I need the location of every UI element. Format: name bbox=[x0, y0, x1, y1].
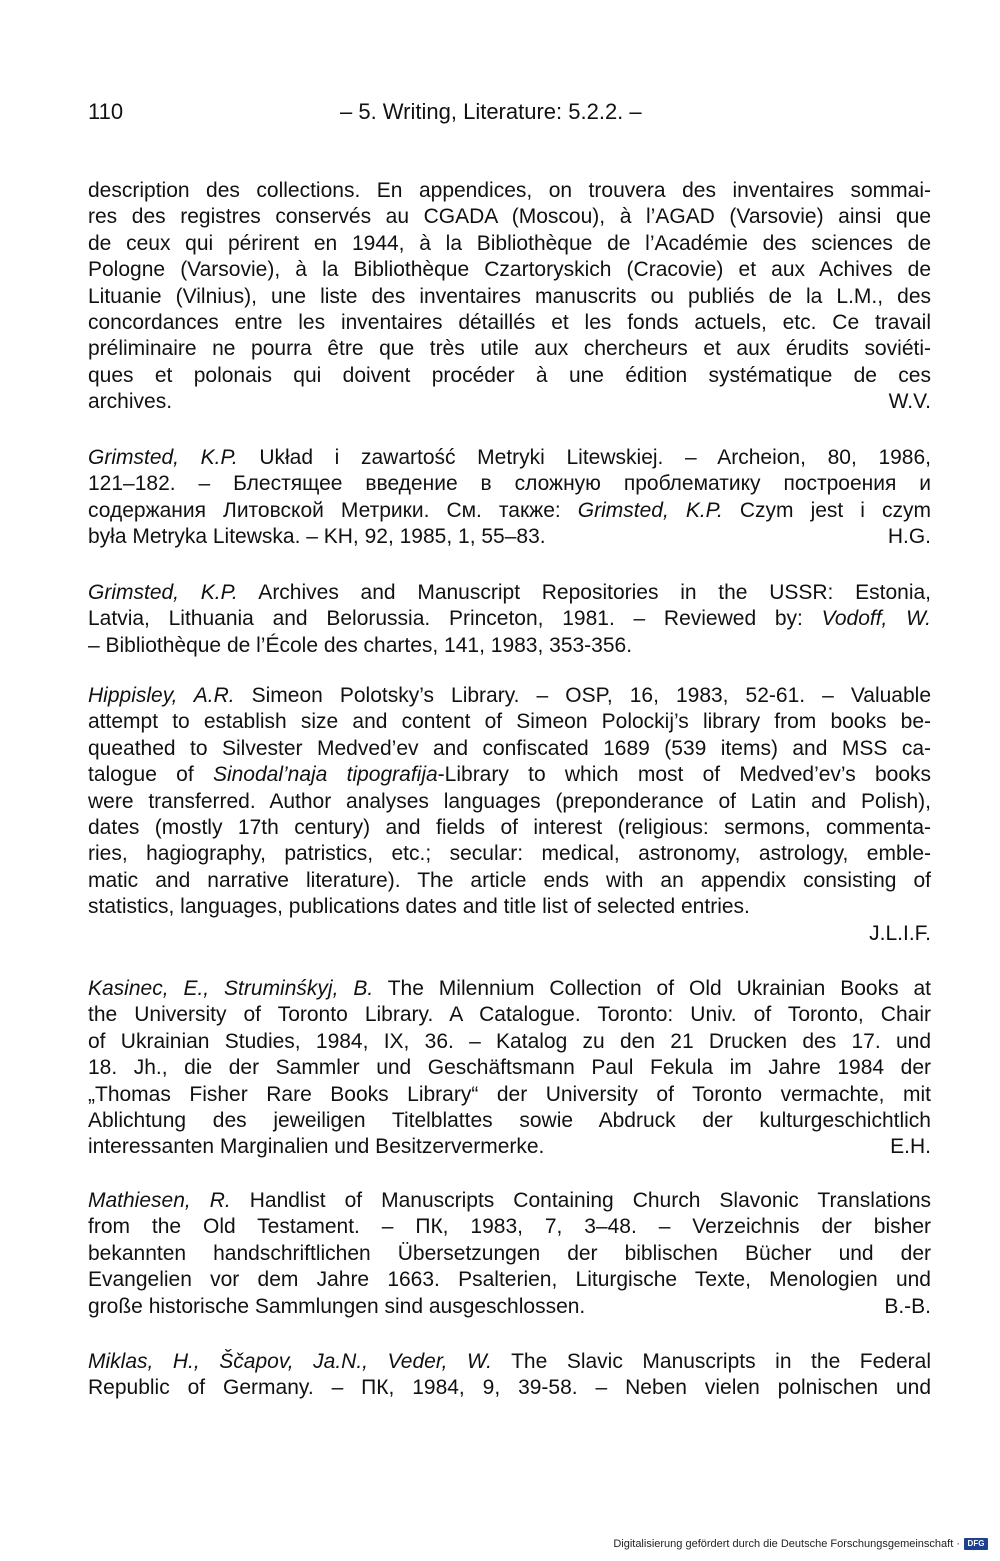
entry-grimsted-uklad bbox=[88, 445, 931, 551]
footer-credit bbox=[613, 1537, 988, 1551]
text-line: talogue of Sinodal’naja tipografija-Library to which most of Medved’ev’s books bbox=[88, 763, 931, 787]
text-line: préliminaire ne pourra être que très utile aux chercheurs et aux érudits soviéti- bbox=[88, 337, 931, 361]
last-line bbox=[88, 1134, 931, 1160]
text-line: attempt to establish size and content of Simeon Polockij’s library from books be- bbox=[88, 710, 931, 734]
entry-author: Kasinec, E., Struminśkyj, B. bbox=[88, 977, 374, 1000]
entry-author: Miklas, H., Ščapov, Ja.N., Veder, W. bbox=[88, 1350, 492, 1373]
text-line: description des collections. En appendices, on trouvera des inventaires sommai- bbox=[88, 179, 931, 202]
entry-first-line: Miklas, H., Ščapov, Ja.N., Veder, W. The Slavic Manuscripts in the Federal bbox=[88, 1350, 932, 1373]
last-line bbox=[88, 524, 931, 550]
dfg-logo-icon: DFG bbox=[964, 1538, 988, 1550]
footer-text: Digitalisierung gefördert durch die Deutsche Forschungsgemeinschaft · bbox=[613, 1538, 960, 1550]
text-line: res des registres conservés au CGADA (Moscou), à l’AGAD (Varsovie) ainsi que bbox=[88, 205, 931, 229]
entry-first-line: Hippisley, A.R. Simeon Polotsky’s Library. – OSP, 16, 1983, 52-61. – Valuable bbox=[88, 684, 932, 707]
text-line: Ablichtung des jeweiligen Titelblattes sowie Abdruck der kulturgeschichtlich bbox=[88, 1108, 931, 1132]
reviewer-signature: E.H. bbox=[890, 1135, 931, 1159]
entry-first-line: Mathiesen, R. Handlist of Manuscripts Containing Church Slavonic Translations bbox=[88, 1189, 931, 1212]
text-line: from the Old Testament. – ПК, 1983, 7, 3–48. – Verzeichnis der bisher bbox=[88, 1215, 931, 1239]
entry-hippisley bbox=[88, 683, 931, 947]
text-line: „Thomas Fisher Rare Books Library“ der University of Toronto vermachte, mit bbox=[88, 1082, 931, 1106]
entry-author: Grimsted, K.P. bbox=[88, 581, 238, 604]
text-line: queathed to Silvester Medved’ev and confiscated 1689 (539 items) and MSS ca- bbox=[88, 736, 931, 760]
entry-miklas bbox=[88, 1349, 931, 1402]
entry-author: Mathiesen, R. bbox=[88, 1189, 231, 1212]
text-line: concordances entre les inventaires détaillés et les fonds actuels, etc. Ce travail bbox=[88, 310, 931, 334]
text-line: była Metryka Litewska. – KH, 92, 1985, 1, 55–83. bbox=[88, 525, 546, 549]
entry-author: Hippisley, A.R. bbox=[88, 684, 235, 707]
text-line: interessanten Marginalien und Besitzervermerke. bbox=[88, 1135, 545, 1159]
italic-title: Sinodal’naja tipografija bbox=[212, 763, 438, 787]
reviewer-author: Vodoff, W. bbox=[821, 607, 931, 631]
text-line: archives. bbox=[88, 390, 173, 414]
text-line: Lituanie (Vilnius), une liste des inventaires manuscrits ou publiés de la L.M., des bbox=[88, 284, 931, 308]
text-line: Latvia, Lithuania and Belorussia. Princeton, 1981. – Reviewed by: Vodoff, W. bbox=[88, 607, 931, 631]
entry-mathiesen bbox=[88, 1188, 931, 1320]
text-line: of Ukrainian Studies, 1984, IX, 36. – Katalog zu den 21 Drucken des 17. und bbox=[88, 1029, 931, 1053]
entry-author: Grimsted, K.P. bbox=[88, 446, 238, 469]
text-line: de ceux qui périrent en 1944, à la Bibliothèque de l’Académie des sciences de bbox=[88, 231, 931, 255]
text-line: ries, hagiography, patristics, etc.; secular: medical, astronomy, astrology, emble- bbox=[88, 842, 931, 866]
entry-grimsted-archives bbox=[88, 580, 931, 659]
text-line: statistics, languages, publications dates and title list of selected entries. bbox=[88, 895, 750, 919]
text-line: Evangelien vor dem Jahre 1663. Psalterien, Liturgische Texte, Menologien und bbox=[88, 1268, 931, 1292]
text-line: Pologne (Varsovie), à la Bibliothèque Czartoryskich (Cracovie) et aux Achives de bbox=[88, 258, 931, 282]
reviewer-signature: B.-B. bbox=[884, 1294, 931, 1318]
text-line: große historische Sammlungen sind ausgeschlossen. bbox=[88, 1294, 586, 1318]
text-line: Republic of Germany. – ПК, 1984, 9, 39-58. – Neben vielen polnischen und bbox=[88, 1376, 931, 1400]
page-number: 110 bbox=[88, 99, 124, 124]
text-line: dates (mostly 17th century) and fields of interest (religious: sermons, commenta- bbox=[88, 815, 931, 839]
entry-continuation bbox=[88, 178, 931, 416]
running-head: – 5. Writing, Literature: 5.2.2. – bbox=[340, 99, 642, 124]
last-line bbox=[88, 1294, 931, 1320]
text-line: 18. Jh., die der Sammler und Geschäftsmann Paul Fekula im Jahre 1984 der bbox=[88, 1056, 931, 1080]
cross-reference-author: Grimsted, K.P. bbox=[577, 498, 723, 522]
text-line: – Bibliothèque de l’École des chartes, 141, 1983, 353-356. bbox=[88, 633, 633, 657]
text-line: the University of Toronto Library. A Catalogue. Toronto: Univ. of Toronto, Chair bbox=[88, 1003, 931, 1027]
reviewer-signature: H.G. bbox=[887, 525, 931, 549]
entry-first-line: Grimsted, K.P. Układ i zawartość Metryki Litewskiej. – Archeion, 80, 1986, bbox=[88, 446, 931, 469]
entry-first-line: Grimsted, K.P. Archives and Manuscript Repositories in the USSR: Estonia, bbox=[88, 581, 931, 604]
reviewer-signature: J.L.I.F. bbox=[869, 921, 931, 945]
entry-kasinec bbox=[88, 976, 931, 1161]
reviewer-signature: W.V. bbox=[888, 390, 931, 414]
text-line: were transferred. Author analyses languages (preponderance of Latin and Polish), bbox=[88, 789, 931, 813]
text-line: 121–182. – Блестящее введение в сложную проблематику построения и bbox=[88, 472, 931, 496]
entry-first-line: Kasinec, E., Struminśkyj, B. The Milennium Collection of Old Ukrainian Books at bbox=[88, 977, 931, 1000]
text-line: содержания Литовской Метрики. См. также: Grimsted, K.P. Czym jest i czym bbox=[88, 498, 932, 522]
text-line: bekannten handschriftlichen Übersetzungen der biblischen Bücher und der bbox=[88, 1241, 931, 1265]
last-line bbox=[88, 389, 931, 415]
text-line: ques et polonais qui doivent procéder à une édition systématique de ces bbox=[88, 363, 931, 387]
text-line: matic and narrative literature). The article ends with an appendix consisting of bbox=[88, 868, 931, 892]
